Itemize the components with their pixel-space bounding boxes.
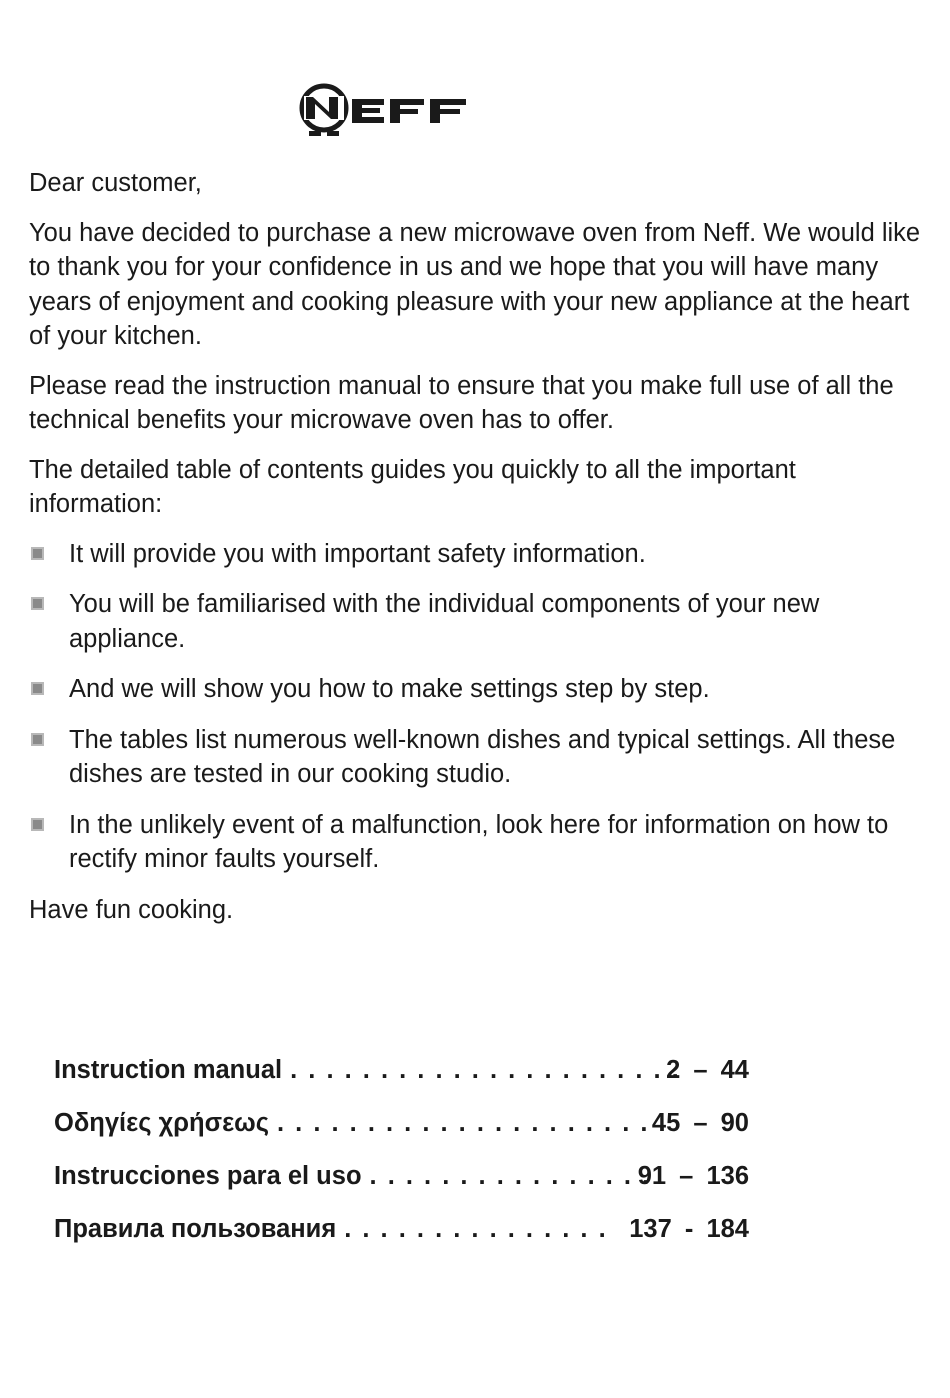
list-item xyxy=(29,537,934,572)
toc-title: Instrucciones para el uso xyxy=(54,1162,362,1190)
toc-row-spanish[interactable] xyxy=(54,1156,749,1209)
toc-pages: 91 – 136 xyxy=(637,1162,749,1190)
toc-pages: 2 – 44 xyxy=(666,1056,749,1084)
list-item xyxy=(29,672,934,707)
square-bullet-icon xyxy=(31,818,44,831)
logo-text: NEFF xyxy=(298,82,301,83)
toc-leader-dots: . . . . . . . . . . . . . . . . xyxy=(369,1162,652,1190)
list-item-text: And we will show you how to make settings step by step. xyxy=(69,675,710,703)
intro-paragraph: You have decided to purchase a new microwave oven from Neff. We would like to thank you for your confidence in us and we hope that you will have many years of enjoyment and cooking pleasure with your new appliance at the heart of your kitchen. xyxy=(29,218,921,350)
table-of-contents xyxy=(54,1050,749,1262)
list-item xyxy=(29,587,934,656)
list-item-text: In the unlikely event of a malfunction, look here for information on how to rectify minor faults yourself. xyxy=(69,810,889,873)
toc-title: Правила пользования xyxy=(54,1215,337,1243)
square-bullet-icon xyxy=(31,682,44,695)
list-item-text: You will be familiarised with the individual components of your new appliance. xyxy=(69,590,820,653)
toc-leader-dots: . . . . . . . . . . . . . . . xyxy=(344,1215,608,1243)
square-bullet-icon xyxy=(31,733,44,746)
contents-paragraph: The detailed table of contents guides you quickly to all the important information: xyxy=(29,455,796,518)
toc-title: Instruction manual xyxy=(54,1056,283,1084)
toc-title: Οδηγίες χρήσεως xyxy=(54,1109,269,1137)
letter-body xyxy=(29,166,934,942)
square-bullet-icon xyxy=(31,597,44,610)
toc-pages: 137 - 184 xyxy=(629,1215,749,1243)
toc-row-english[interactable] xyxy=(54,1050,749,1103)
square-bullet-icon xyxy=(31,547,44,560)
toc-leader-dots: . . . . . . . . . . . . . . . . . . . . . . xyxy=(276,1109,668,1137)
feature-list xyxy=(29,537,934,877)
neff-logo xyxy=(298,82,473,140)
toc-leader-dots: . . . . . . . . . . . . . . . . . . . . . . xyxy=(290,1056,681,1084)
toc-row-greek[interactable] xyxy=(54,1103,749,1156)
manual-paragraph: Please read the instruction manual to ensure that you make full use of all the technical benefits your microwave oven has to offer. xyxy=(29,371,894,434)
toc-row-russian[interactable] xyxy=(54,1209,749,1262)
greeting: Dear customer, xyxy=(29,169,202,197)
list-item-text: It will provide you with important safety information. xyxy=(69,539,646,568)
toc-pages: 45 – 90 xyxy=(651,1109,749,1137)
list-item xyxy=(29,723,934,792)
closing: Have fun cooking. xyxy=(29,895,234,924)
list-item-text: The tables list numerous well-known dishes and typical settings. All these dishes are tested in our cooking studio. xyxy=(69,725,896,788)
list-item xyxy=(29,808,934,877)
